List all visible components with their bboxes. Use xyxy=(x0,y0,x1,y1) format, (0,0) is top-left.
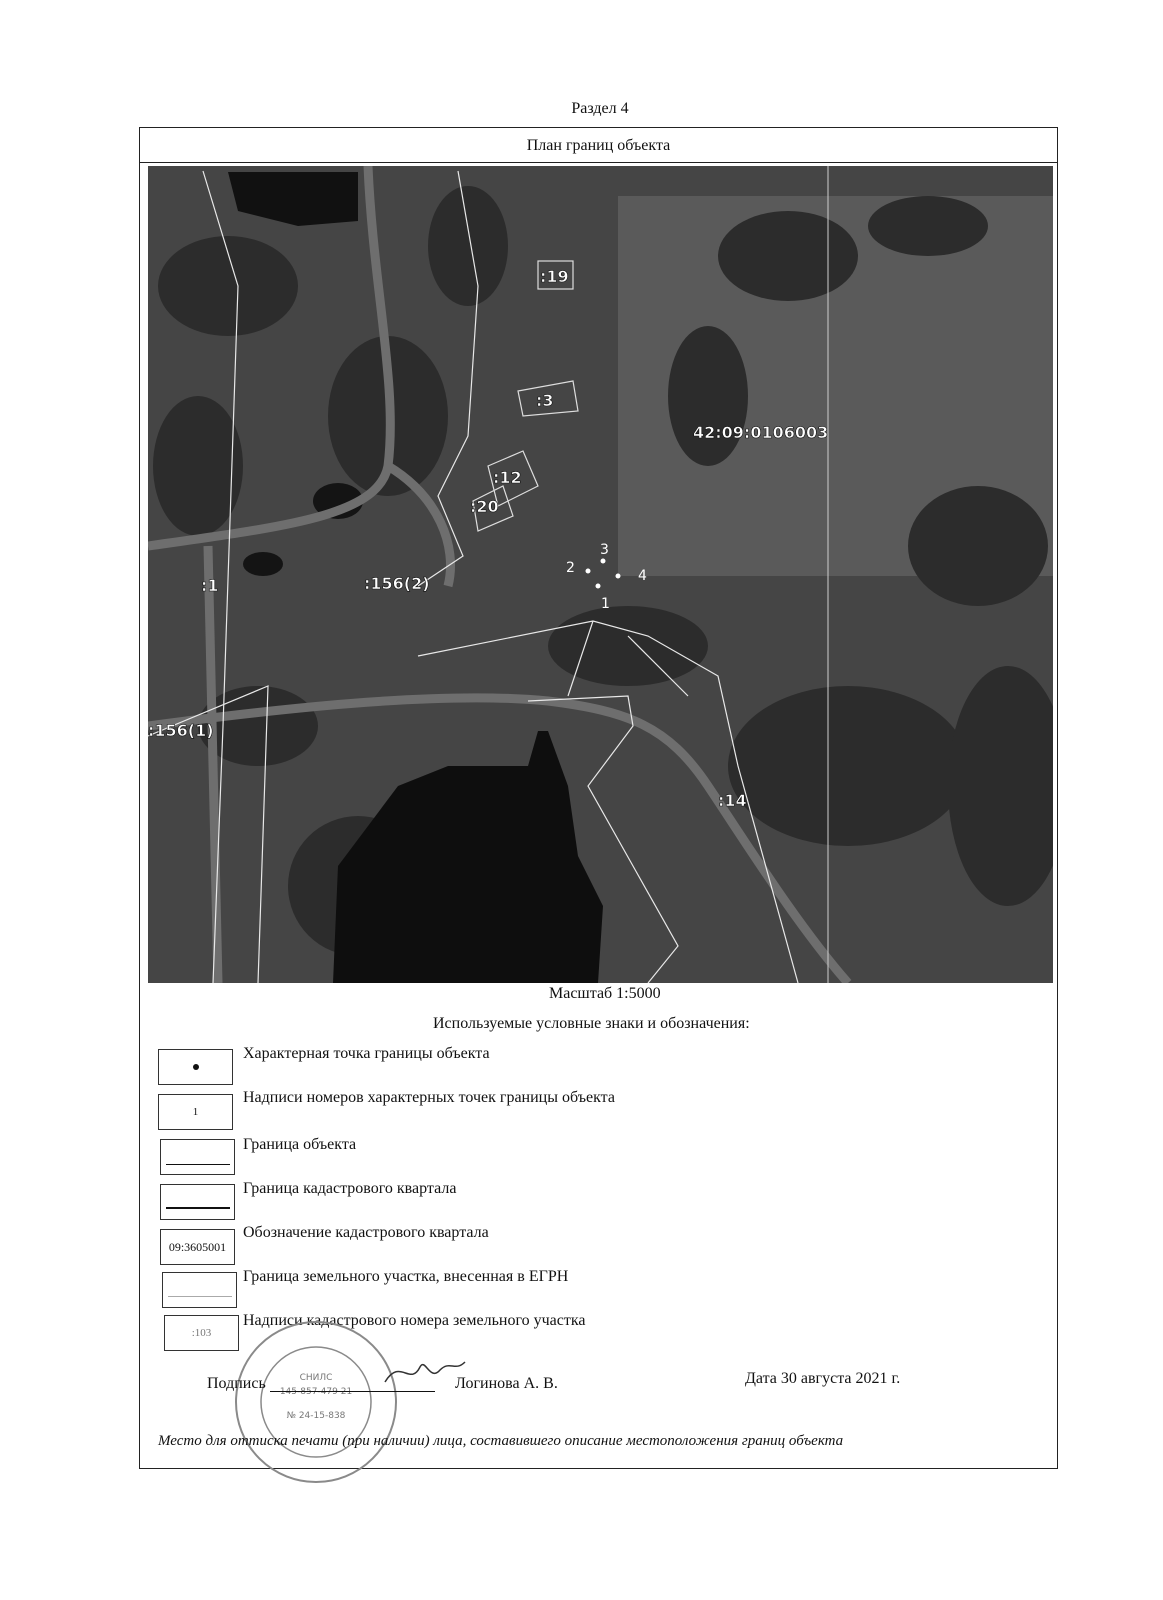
legend-symbol-point xyxy=(158,1049,233,1085)
stamp-line-2: 145-857-479 21 xyxy=(279,1387,353,1397)
stamp-line-1: СНИЛС xyxy=(299,1373,333,1383)
signature-label: Подпись xyxy=(207,1375,266,1392)
legend-symbol-quarter-boundary xyxy=(160,1184,235,1220)
label-parcel-14: :14 xyxy=(718,791,747,810)
object-boundary-line-icon xyxy=(166,1164,230,1165)
plan-title: План границ объекта xyxy=(140,127,1057,163)
aerial-map xyxy=(148,166,1053,983)
legend-text-point: Характерная точка границы объекта xyxy=(243,1045,490,1062)
label-parcel-156-2: :156(2) xyxy=(364,574,430,593)
section-title: Раздел 4 xyxy=(571,100,629,117)
legend-text-parcel-number: Надписи кадастрового номера земельного участка xyxy=(243,1312,586,1329)
point-label-1: 1 xyxy=(601,596,610,612)
stamp-line-3: № 24-15-838 xyxy=(286,1411,346,1421)
label-parcel-1: :1 xyxy=(201,576,219,595)
point-label-2: 2 xyxy=(566,560,575,576)
small-pond-2 xyxy=(243,552,283,576)
signature-date: Дата 30 августа 2021 г. xyxy=(745,1370,901,1387)
point-label-3: 3 xyxy=(600,542,609,558)
legend-text-quarter-label: Обозначение кадастрового квартала xyxy=(243,1224,489,1241)
legend-symbol-parcel-boundary xyxy=(162,1272,237,1308)
legend-text-point-number: Надписи номеров характерных точек границы объекта xyxy=(243,1089,615,1106)
legend-symbol-object-boundary xyxy=(160,1139,235,1175)
map-scale: Масштаб 1:5000 xyxy=(549,985,661,1002)
point-label-4: 4 xyxy=(638,568,647,584)
stamp-place-note: Место для оттиска печати (при наличии) лица, составившего описание местоположения границ объекта xyxy=(158,1433,844,1449)
parcel-boundary-line-icon xyxy=(168,1296,232,1297)
legend-text-parcel-boundary: Граница земельного участка, внесенная в ЕГРН xyxy=(243,1268,569,1285)
label-parcel-156-1: :156(1) xyxy=(148,721,214,740)
seal-stamp xyxy=(232,1318,400,1486)
label-parcel-20: :20 xyxy=(470,497,499,516)
point-symbol-icon xyxy=(193,1064,199,1070)
legend-text-object-boundary: Граница объекта xyxy=(243,1136,357,1153)
legend-symbol-point-number: 1 xyxy=(158,1094,233,1130)
legend-title: Используемые условные знаки и обозначения: xyxy=(433,1015,750,1032)
legend-symbol-parcel-number: :103 xyxy=(164,1315,239,1351)
legend-text-quarter-boundary: Граница кадастрового квартала xyxy=(243,1180,457,1197)
label-quarter: 42:09:0106003 xyxy=(693,423,829,442)
quarter-boundary-line-icon xyxy=(166,1207,230,1209)
label-parcel-3: :3 xyxy=(536,391,554,410)
label-parcel-19: :19 xyxy=(540,267,569,286)
legend-symbol-quarter-label: 09:3605001 xyxy=(160,1229,235,1265)
signer-name: Логинова А. В. xyxy=(455,1375,558,1392)
label-parcel-12: :12 xyxy=(493,468,522,487)
